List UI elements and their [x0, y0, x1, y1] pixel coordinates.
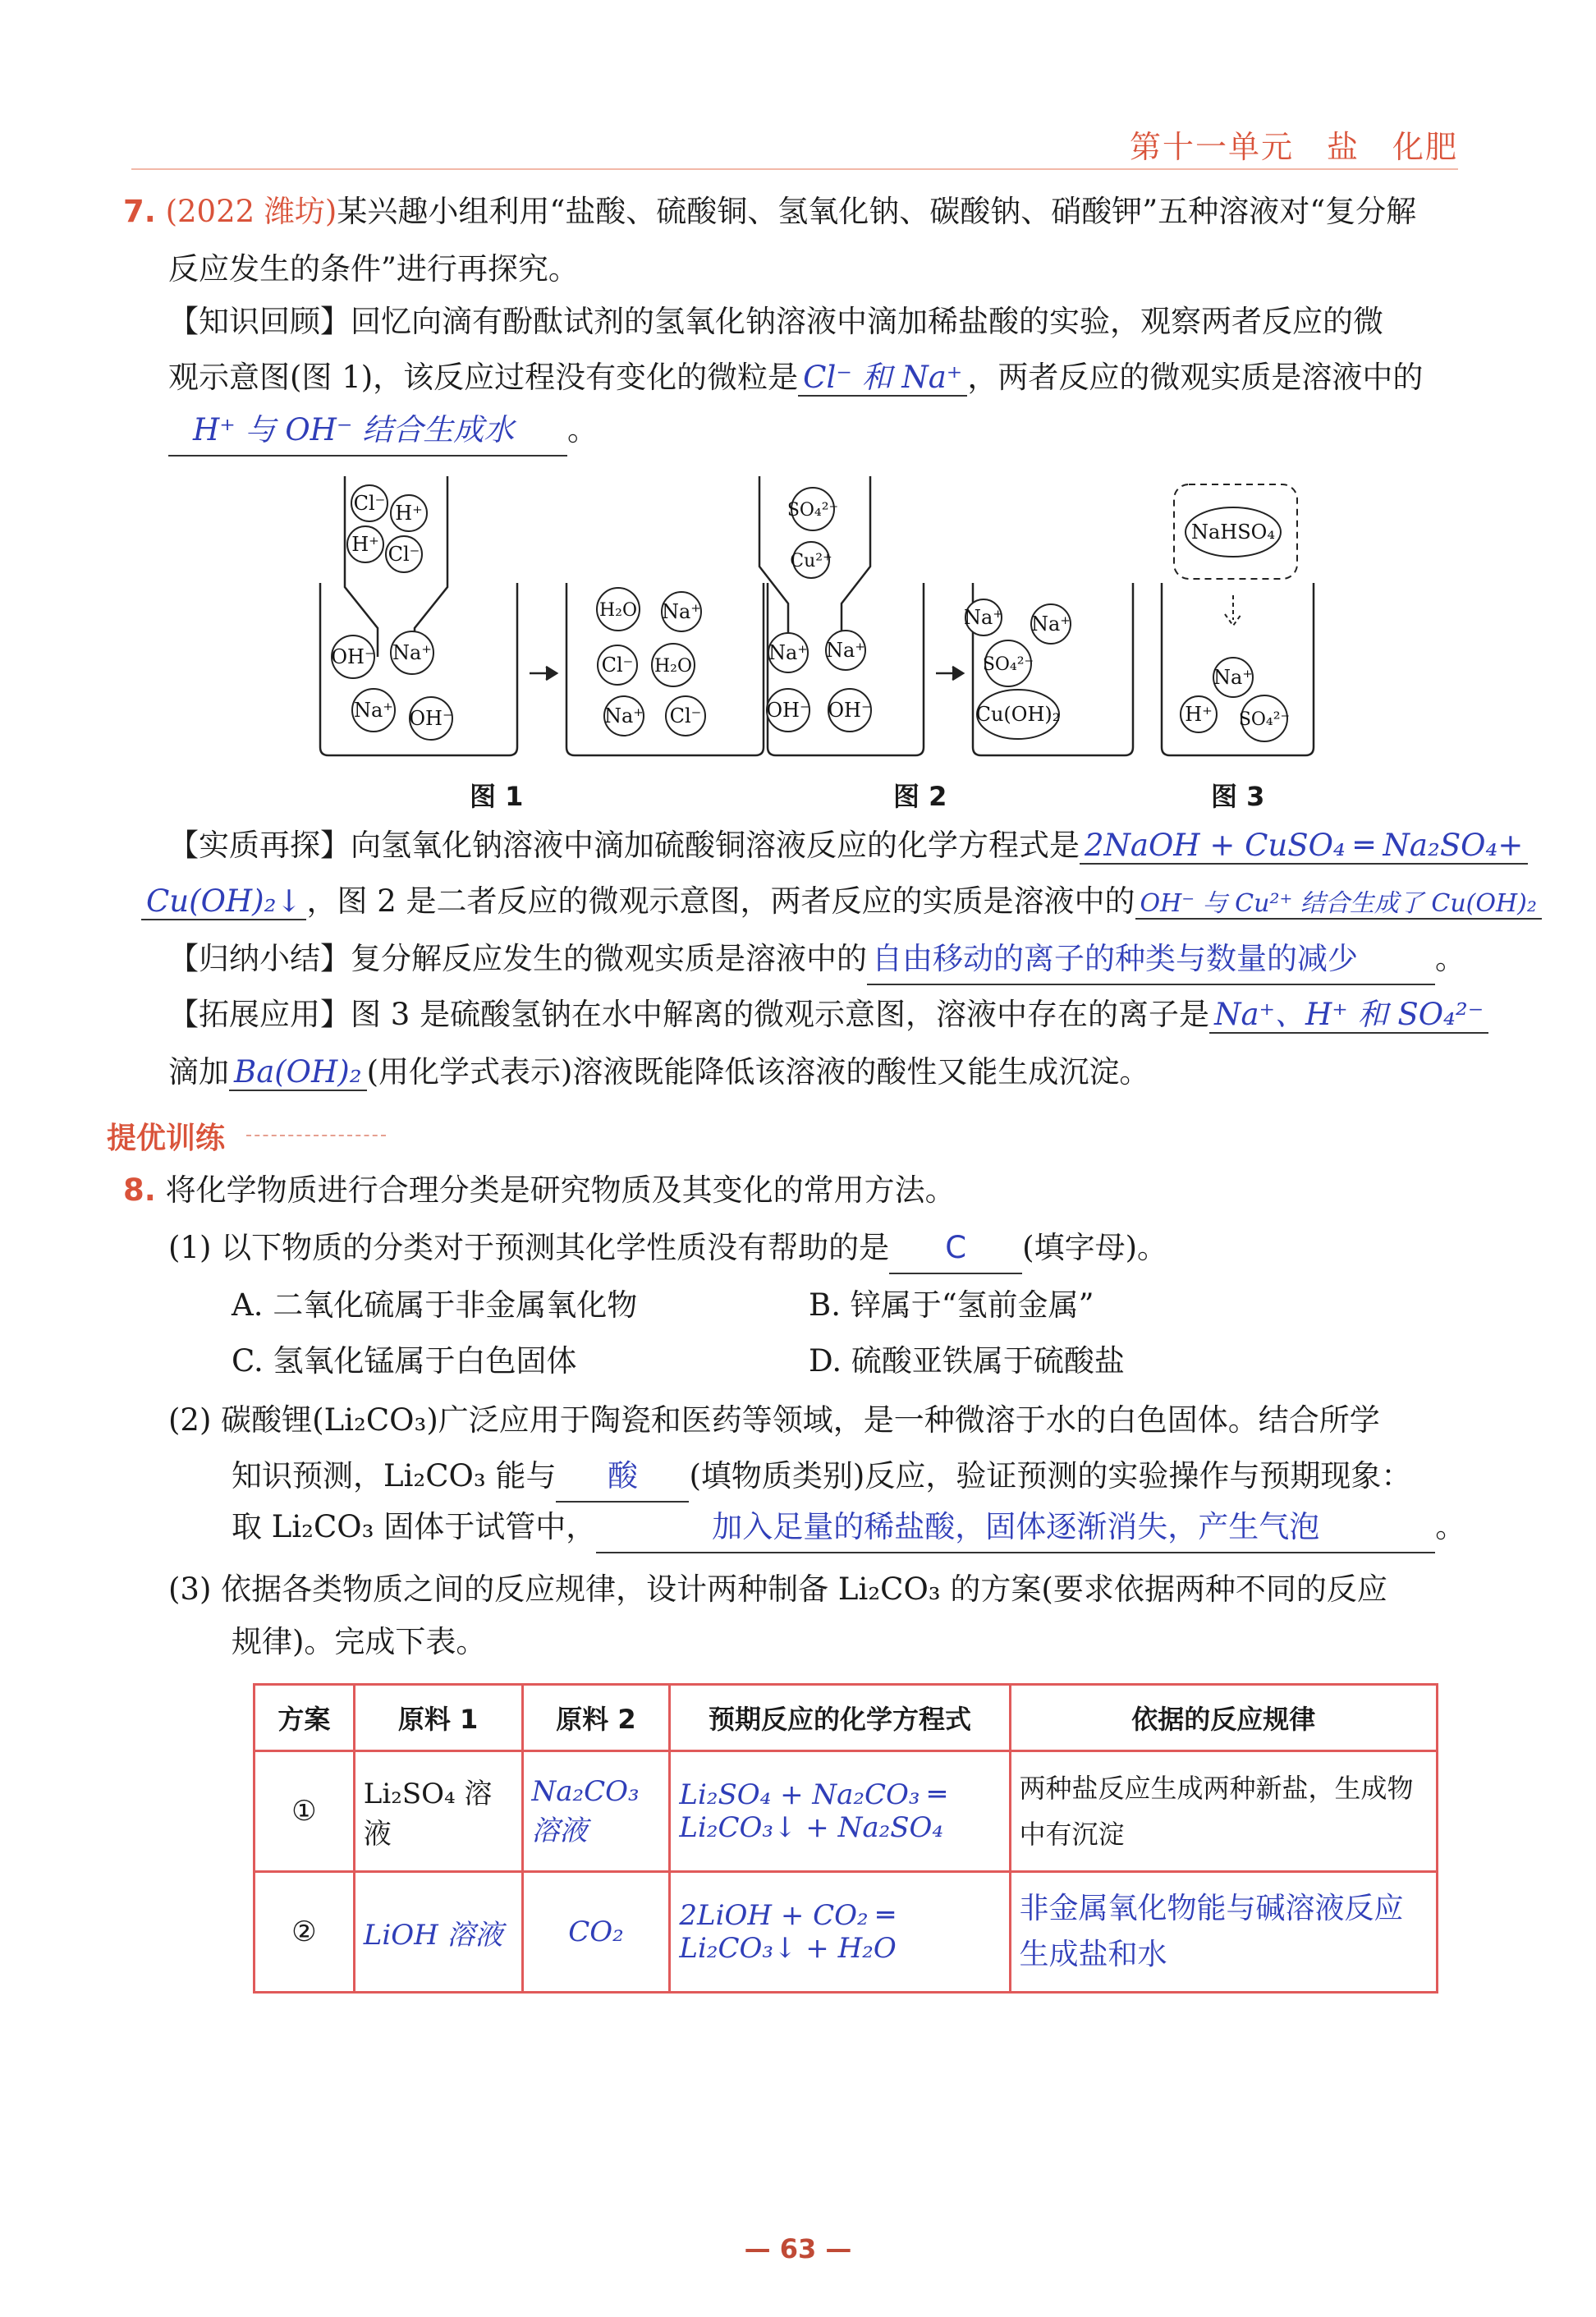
q7-answer-unchanged-particles: Cl⁻ 和 Na⁺	[798, 360, 967, 397]
q8-option-b: B. 锌属于“氢前金属”	[809, 1287, 1094, 1323]
fig2-before-ion: OH⁻	[828, 699, 872, 722]
q7-answer-summary: 自由移动的离子的种类与数量的减少	[867, 934, 1435, 985]
q8-part2-end: 。	[1435, 1509, 1466, 1544]
q7-expand-text3: (用化学式表示)溶液既能降低该溶液的酸性又能生成沉淀。	[366, 1054, 1150, 1090]
fig3-salt: NaHSO₄	[1191, 521, 1275, 544]
q7-essence-text2: ，图 2 是二者反应的微观示意图，两者反应的实质是溶液中的	[306, 883, 1135, 919]
fig3-ion: H⁺	[1185, 703, 1213, 726]
q8-part2-line1: (2) 碳酸锂(Li₂CO₃)广泛应用于陶瓷和医药等领域，是一种微溶于水的白色固体。结合所学	[168, 1402, 1380, 1438]
q7-summary-end: 。	[1435, 941, 1465, 976]
fig1-before-ion: OH⁻	[409, 707, 453, 730]
plan-number: ①	[255, 1751, 355, 1872]
fig2-after-ion: SO₄²⁻	[982, 654, 1034, 675]
q7-review-end: 。	[567, 412, 598, 447]
equation-cell	[670, 1872, 1010, 1993]
fig1-before-ion: OH⁻	[331, 645, 375, 668]
material-2: Na₂CO₃ 溶液	[522, 1751, 670, 1872]
q7-review-line3	[168, 406, 598, 457]
q7-line1	[123, 187, 1416, 236]
q7-answer-ions: Na⁺、H⁺ 和 SO₄²⁻	[1209, 997, 1488, 1034]
q7-answer-essence: H⁺ 与 OH⁻ 结合生成水	[168, 406, 567, 457]
q7-summary-text: 【归纳小结】复分解反应发生的微观实质是溶液中的	[168, 941, 867, 976]
fig1-after-ion: Cl⁻	[669, 704, 702, 727]
q7-text1: 某兴趣小组利用“盐酸、硫酸铜、氢氧化钠、碳酸钠、硝酸钾”五种溶液对“复分解	[337, 194, 1417, 229]
q8-number: 8.	[123, 1172, 156, 1208]
q8-answer-procedure: 加入足量的稀盐酸，固体逐渐消失，产生气泡	[596, 1503, 1435, 1553]
header-rule	[131, 168, 1458, 170]
fig1-drop-ion: Cl⁻	[353, 492, 386, 515]
reaction-rule: 非金属氧化物能与碱溶液反应生成盐和水	[1010, 1872, 1437, 1993]
fig1-after-ion: Cl⁻	[601, 654, 634, 677]
q7-review-text2: ，两者反应的微观实质是溶液中的	[967, 360, 1424, 395]
q8-intro-text: 将化学物质进行合理分类是研究物质及其变化的常用方法。	[165, 1172, 956, 1208]
material-2: CO₂	[522, 1872, 670, 1993]
q7-line2: 反应发生的条件”进行再探究。	[168, 251, 579, 287]
fig1-before-ion: Na⁺	[392, 641, 432, 664]
fig2-after-ion: Na⁺	[964, 606, 1003, 629]
page-number: — 63 —	[744, 2233, 852, 2264]
equation-line: Li₂CO₃↓ + H₂O	[679, 1932, 897, 1965]
q7-expand-text: 【拓展应用】图 3 是硫酸氢钠在水中解离的微观示意图，溶液中存在的离子是	[168, 997, 1210, 1032]
fig1-drop-ion: H⁺	[395, 502, 423, 525]
q8-part2-line3	[232, 1503, 1465, 1553]
q8-intro	[123, 1166, 956, 1215]
fig1-drop-ion: Cl⁻	[388, 543, 420, 566]
q7-essence-text: 【实质再探】向氢氧化钠溶液中滴加硫酸铜溶液反应的化学方程式是	[168, 828, 1080, 863]
equation-cell	[670, 1751, 1010, 1872]
q7-expand-line2	[168, 1048, 1149, 1097]
equation-line: Li₂CO₃↓ + Na₂SO₄	[679, 1811, 944, 1844]
q7-review-text: 观示意图(图 1)，该反应过程没有变化的微粒是	[168, 360, 799, 395]
fig1-before-ion: Na⁺	[354, 699, 393, 722]
equation-line: 2LiOH + CO₂ ═	[679, 1899, 894, 1932]
table-header: 原料 1	[354, 1685, 522, 1751]
table-header: 原料 2	[522, 1685, 670, 1751]
material-1: Li₂SO₄ 溶液	[354, 1751, 522, 1872]
fig1-after-ion: Na⁺	[662, 600, 701, 623]
q7-review-line1: 【知识回顾】回忆向滴有酚酞试剂的氢氧化钠溶液中滴加稀盐酸的实验，观察两者反应的微	[168, 304, 1383, 339]
table-row	[255, 1751, 1438, 1872]
fig1-after-ion: Na⁺	[604, 704, 644, 727]
q8-part3-line1: (3) 依据各类物质之间的反应规律，设计两种制备 Li₂CO₃ 的方案(要求依据两种不同的反应	[168, 1571, 1387, 1607]
q8-part2-text3: 取 Li₂CO₃ 固体于试管中，	[232, 1509, 597, 1544]
q7-essence-line1	[168, 821, 1528, 870]
material-1: LiOH 溶液	[354, 1872, 522, 1993]
q7-expand-line1	[168, 990, 1488, 1039]
fig1-drop-ion: H⁺	[351, 533, 379, 556]
fig2-before-ion: Na⁺	[826, 639, 865, 662]
q8-part2-text2: (填物质类别)反应，验证预测的实验操作与预期现象：	[689, 1458, 1412, 1493]
q8-option-a: A. 二氧化硫属于非金属氧化物	[232, 1287, 638, 1323]
q7-essence-line2	[141, 877, 1542, 929]
fig2-after-ion: Cu(OH)₂	[975, 703, 1061, 726]
table-header: 依据的反应规律	[1010, 1685, 1437, 1751]
q8-part1-text: (1) 以下物质的分类对于预测其化学性质没有帮助的是	[168, 1230, 890, 1265]
unit-title: 第十一单元 盐 化肥	[1129, 129, 1458, 165]
fig2-drop-ion: SO₄²⁻	[787, 500, 839, 521]
fig2-after-ion: Na⁺	[1031, 613, 1071, 635]
q7-summary-line	[168, 934, 1465, 985]
table-header-row	[255, 1685, 1438, 1751]
section-divider	[246, 1135, 386, 1136]
q8-part1-end: (填字母)。	[1022, 1230, 1168, 1265]
q7-expand-text2: 滴加	[168, 1054, 229, 1090]
q7-source: (2022 潍坊)	[165, 194, 337, 229]
reaction-diagrams	[296, 468, 1330, 813]
q8-part2-line2	[232, 1452, 1411, 1503]
plan-table	[253, 1683, 1438, 1994]
fig2-drop-ion: Cu²⁺	[790, 551, 832, 571]
plan-number: ②	[255, 1872, 355, 1993]
section-title: 提优训练	[107, 1122, 226, 1155]
fig2-before-ion: OH⁻	[766, 699, 810, 722]
q7-answer-equation-part1: 2NaOH + CuSO₄ ═ Na₂SO₄+	[1080, 828, 1528, 865]
q7-answer-reagent: Ba(OH)₂	[229, 1054, 367, 1091]
q7-number: 7.	[123, 194, 156, 229]
fig3-ion: Na⁺	[1213, 666, 1253, 689]
q8-option-d: D. 硫酸亚铁属于硫酸盐	[809, 1343, 1125, 1379]
fig3-label: 图 3	[1211, 781, 1265, 812]
q8-part1	[168, 1223, 1167, 1274]
fig1-label: 图 1	[470, 781, 524, 812]
q8-part2-text: 知识预测，Li₂CO₃ 能与	[232, 1458, 557, 1493]
reaction-rule: 两种盐反应生成两种新盐，生成物中有沉淀	[1010, 1751, 1437, 1872]
table-header: 预期反应的化学方程式	[670, 1685, 1010, 1751]
fig3-ion: SO₄²⁻	[1238, 709, 1291, 730]
table-row	[255, 1872, 1438, 1993]
q8-answer-part1: C	[889, 1223, 1022, 1274]
fig1-after-ion: H₂O	[654, 656, 693, 677]
q8-part3-line2: 规律)。完成下表。	[232, 1624, 487, 1659]
equation-line: Li₂SO₄ + Na₂CO₃ ═	[679, 1778, 946, 1811]
q8-answer-category: 酸	[556, 1452, 689, 1503]
q7-answer-equation-part2: Cu(OH)₂↓	[141, 883, 306, 920]
fig2-label: 图 2	[893, 781, 947, 812]
q7-answer-reaction-essence: OH⁻ 与 Cu²⁺ 结合生成了 Cu(OH)₂	[1135, 889, 1542, 920]
q8-option-c: C. 氢氧化锰属于白色固体	[232, 1343, 577, 1379]
fig2-before-ion: Na⁺	[768, 641, 808, 664]
table-header: 方案	[255, 1685, 355, 1751]
q7-review-line2	[168, 353, 1423, 402]
fig1-after-ion: H₂O	[598, 600, 638, 621]
